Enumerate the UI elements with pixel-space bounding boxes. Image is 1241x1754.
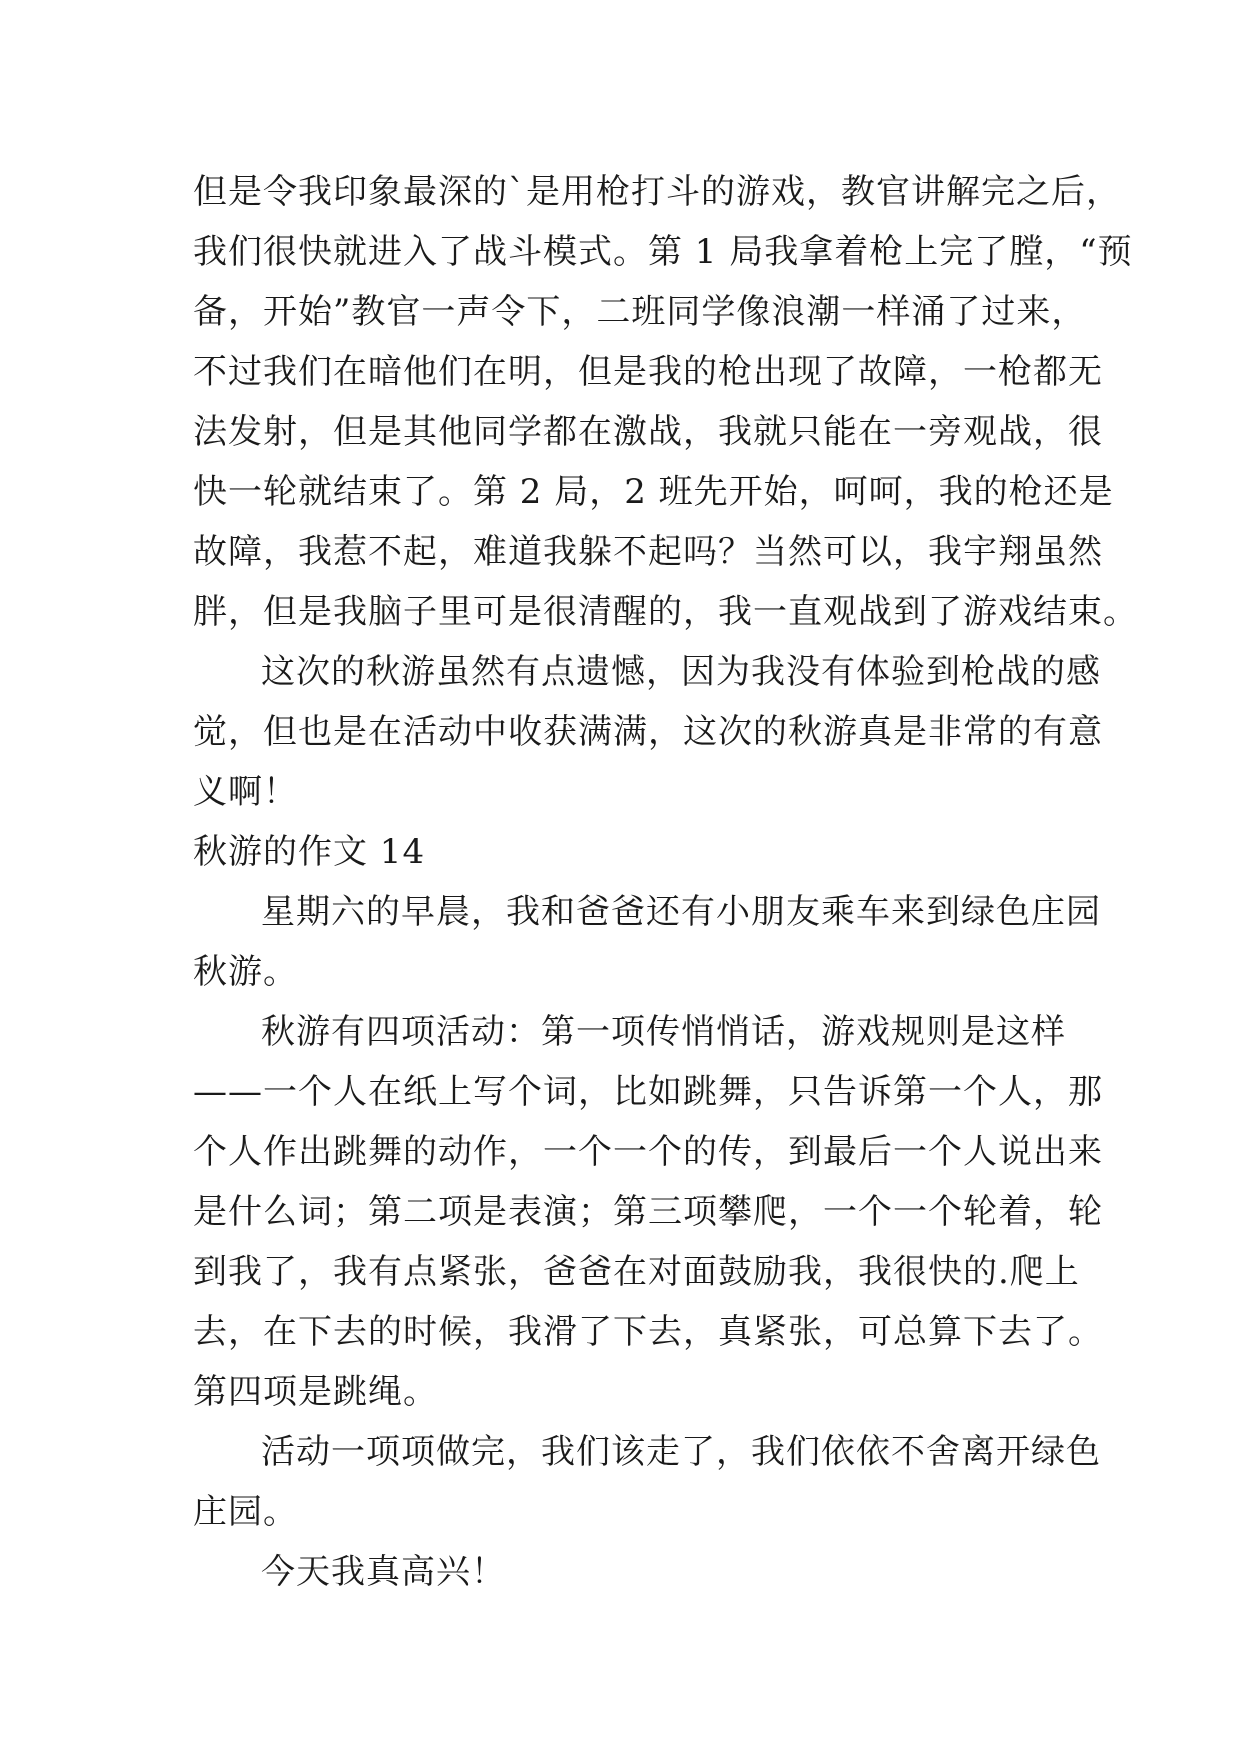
text-line: 我们很快就进入了战斗模式。第 1 局我拿着枪上完了膛，“预	[193, 232, 1133, 272]
text-line: 但是令我印象最深的`是用枪打斗的游戏，教官讲解完之后，	[193, 172, 1121, 212]
text-line: 今天我真高兴！	[261, 1552, 506, 1592]
text-line: 到我了，我有点紧张，爸爸在对面鼓励我，我很快的.爬上	[193, 1252, 1080, 1292]
text-line: 法发射，但是其他同学都在激战，我就只能在一旁观战，很	[193, 412, 1103, 452]
text-line: 觉，但也是在活动中收获满满，这次的秋游真是非常的有意	[193, 712, 1103, 752]
paragraph-6	[193, 1542, 1053, 1602]
text-line: 秋游有四项活动：第一项传悄悄话，游戏规则是这样	[261, 1012, 1066, 1052]
text-line: 胖，但是我脑子里可是很清醒的，我一直观战到了游戏结束。	[193, 592, 1138, 632]
text-line: 去，在下去的时候，我滑了下去，真紧张，可总算下去了。	[193, 1312, 1103, 1352]
text-line: 是什么词；第二项是表演；第三项攀爬，一个一个轮着，轮	[193, 1192, 1103, 1232]
section-heading: 秋游的作文 14	[193, 832, 426, 872]
document-body	[193, 162, 1138, 1602]
paragraph-4	[193, 1002, 1103, 1422]
text-line: 活动一项项做完，我们该走了，我们依依不舍离开绿色	[261, 1432, 1101, 1472]
text-line: 快一轮就结束了。第 2 局，2 班先开始，呵呵，我的枪还是	[193, 472, 1114, 512]
text-line: 备，开始”教官一声令下，二班同学像浪潮一样涌了过来，	[193, 292, 1087, 332]
text-line: 秋游。	[193, 952, 298, 992]
text-line: 这次的秋游虽然有点遗憾，因为我没有体验到枪战的感	[261, 652, 1101, 692]
text-line: 不过我们在暗他们在明，但是我的枪出现了故障，一枪都无	[193, 352, 1103, 392]
text-line: ——一个人在纸上写个词，比如跳舞，只告诉第一个人，那	[193, 1072, 1103, 1112]
text-line: 故障，我惹不起，难道我躲不起吗？当然可以，我宇翔虽然	[193, 532, 1103, 572]
paragraph-3	[193, 882, 1101, 1002]
paragraph-1	[193, 162, 1138, 642]
text-line: 个人作出跳舞的动作，一个一个的传，到最后一个人说出来	[193, 1132, 1103, 1172]
text-line: 义啊！	[193, 772, 298, 812]
text-line: 星期六的早晨，我和爸爸还有小朋友乘车来到绿色庄园	[261, 892, 1101, 932]
paragraph-5	[193, 1422, 1101, 1542]
paragraph-2	[193, 642, 1103, 822]
text-line: 第四项是跳绳。	[193, 1372, 438, 1412]
text-line: 庄园。	[193, 1492, 298, 1532]
